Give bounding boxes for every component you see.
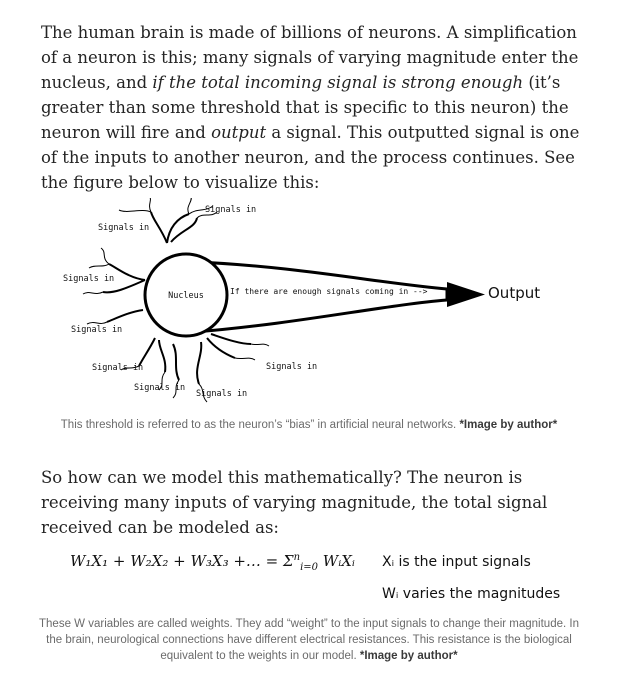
weighted-sum-formula — [70, 552, 355, 573]
signals-in-label-top-right: Signals in — [205, 205, 257, 215]
intro-text-3: a signal. This outputted signal is one of the inputs to another neuron, and the process continues. See the figure below to visualize this: — [41, 123, 580, 192]
nucleus-label: Nucleus — [168, 291, 204, 301]
figure1-caption-credit: *Image by author* — [459, 419, 558, 431]
intro-text-1: The human brain is made of billions of neurons. A simplification of a neuron is this; many signals of varying magnitude enter the nucleus, and — [41, 23, 579, 92]
legend-magnitudes: Wᵢ varies the magnitudes — [382, 586, 561, 602]
signals-in-label-bottom-left: Signals in — [92, 363, 144, 373]
intro-text-2: (it’s greater than some threshold that is specific to this neuron) the neuron will fire and — [41, 73, 569, 142]
formula-main: W₁X₁ + W₂X₂ + W₃X₃ +… = Σ — [70, 552, 294, 570]
intro-italic-threshold: if the total incoming signal is strong enough — [152, 73, 524, 92]
figure1-caption-text: This threshold is referred to as the neuron’s “bias” in artificial neural networks. — [60, 419, 457, 431]
sum-upper-bound: n — [293, 552, 301, 563]
sum-lower-bound: i=0 — [300, 562, 319, 573]
weighted-sum-figure — [70, 548, 561, 608]
signals-in-label-bottom-mid: Signals in — [134, 383, 186, 393]
axon-shape — [195, 262, 447, 332]
figure2-caption-text: These W variables are called weights. They add “weight” to the input signals to change their magnitude. In the brain, neurological connections have different electrical resistances. This resistance is the biological equivalent to the weights in our model. — [39, 618, 579, 662]
output-label: Output — [488, 284, 541, 302]
axon-text: If there are enough signals coming in --> — [230, 287, 428, 296]
signals-in-label-bottom-right: Signals in — [266, 362, 318, 372]
intro-paragraph — [41, 20, 586, 195]
signals-in-label-bottom-center: Signals in — [196, 389, 248, 399]
figure2-caption — [38, 616, 580, 664]
neuron-diagram-svg — [55, 198, 565, 408]
output-arrow-head — [447, 282, 485, 307]
neuron-diagram — [55, 198, 565, 408]
model-paragraph: So how can we model this mathematically? The neuron is receiving many inputs of varying magnitude, the total signal received can be modeled as: — [41, 468, 548, 537]
intro-italic-output: output — [211, 123, 267, 142]
figure1-caption — [40, 417, 578, 433]
legend-input-signals: Xᵢ is the input signals — [382, 554, 531, 570]
figure2-caption-credit: *Image by author* — [359, 650, 458, 662]
formula-tail: WᵢXᵢ — [318, 552, 355, 570]
signals-in-label-lower-left: Signals in — [71, 325, 123, 335]
signals-in-label-top-left: Signals in — [98, 223, 150, 233]
signals-in-label-left: Signals in — [63, 274, 115, 284]
